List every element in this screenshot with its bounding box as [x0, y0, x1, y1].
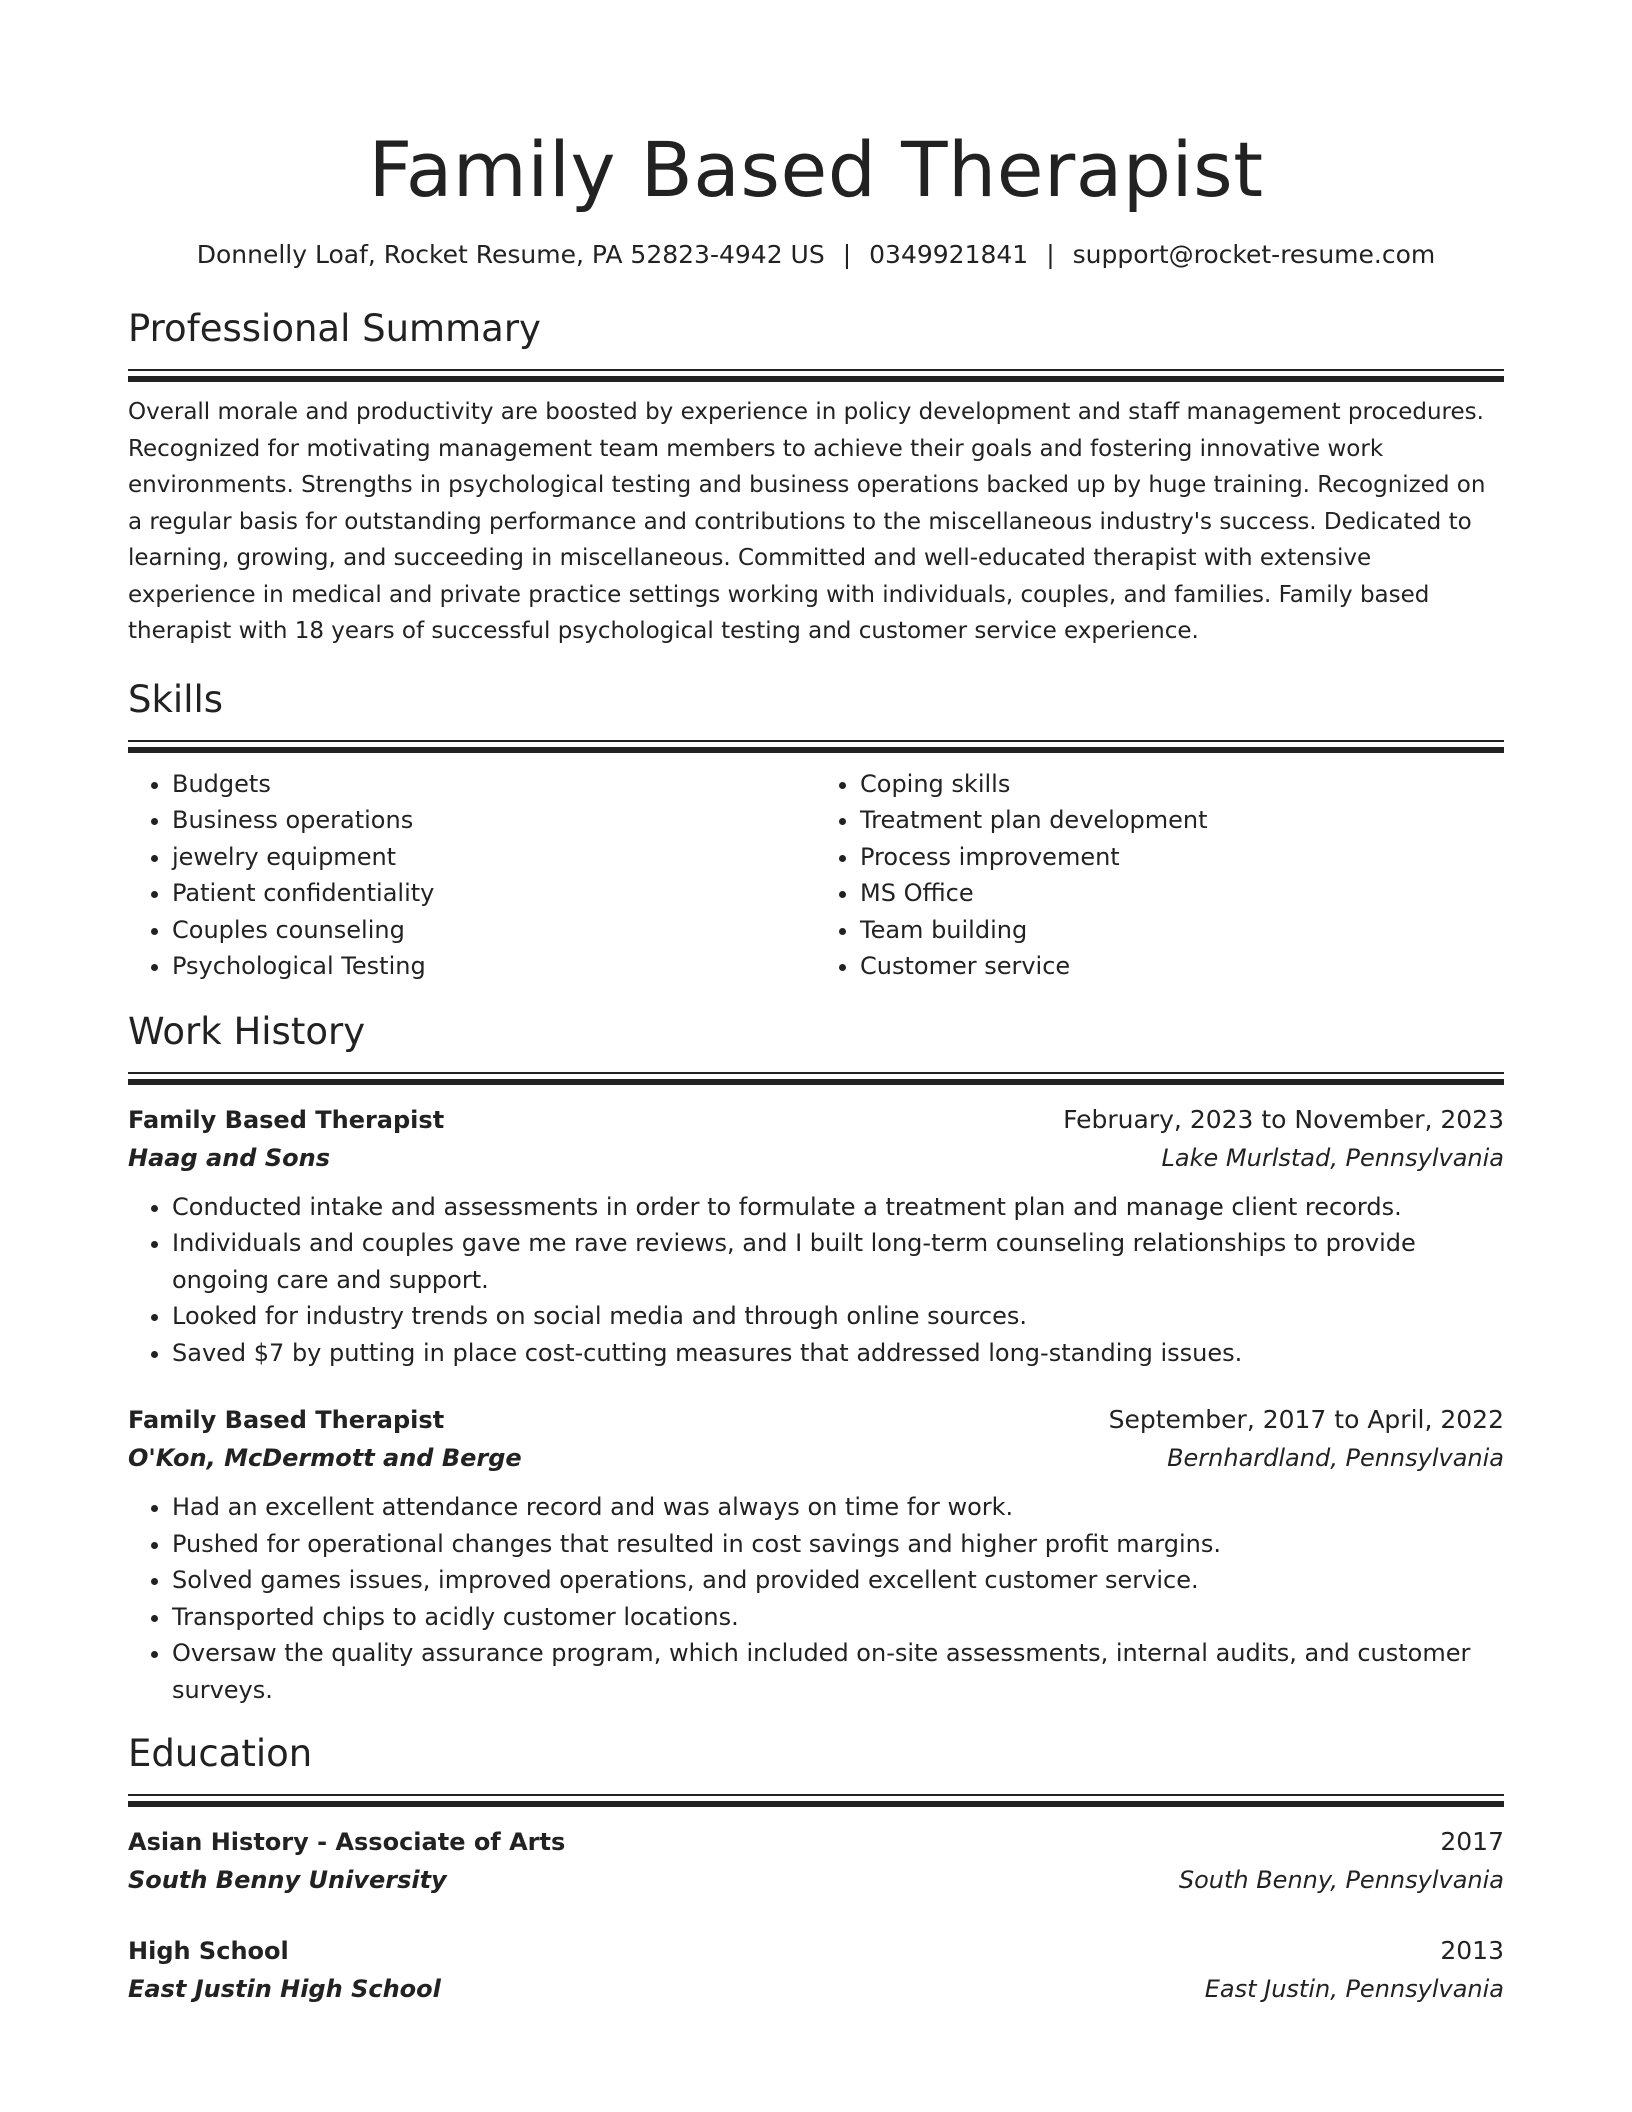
education-subheader: [128, 1970, 1504, 2008]
job-bullet: • Conducted intake and assessments in order to formulate a treatment plan and manage client records.: [172, 1189, 1504, 1226]
job-bullets: [128, 1489, 1504, 1708]
section-divider: [128, 369, 1504, 382]
section-title-education: Education: [128, 1732, 313, 1775]
job-bullet: • Transported chips to acidly customer locations.: [172, 1599, 1504, 1636]
skills-columns: [128, 766, 1504, 985]
job-bullet: • Oversaw the quality assurance program, which included on-site assessments, internal audits, and customer surveys.: [172, 1635, 1504, 1708]
skill-item: • Treatment plan development: [860, 802, 1504, 839]
education-location: South Benny, Pennsylvania: [1178, 1866, 1504, 1894]
section-divider: [128, 740, 1504, 753]
skill-item: • Coping skills: [860, 766, 1504, 803]
job-bullet: • Looked for industry trends on social media and through online sources.: [172, 1298, 1504, 1335]
job-title: Family Based Therapist: [128, 1105, 445, 1134]
job-entry: [128, 1101, 1504, 1372]
job-company: O'Kon, McDermott and Berge: [128, 1444, 522, 1472]
skills-list-right: [816, 766, 1504, 985]
education-degree: Asian History - Associate of Arts: [128, 1828, 566, 1856]
work-section: [128, 1008, 1504, 1709]
skill-item: • Psychological Testing: [172, 948, 816, 985]
section-title-summary: Professional Summary: [128, 307, 541, 350]
skill-item: • Patient confidentiality: [172, 875, 816, 912]
job-header: [128, 1101, 1504, 1139]
education-year: 2017: [1440, 1827, 1504, 1856]
job-subheader: [128, 1139, 1504, 1177]
education-section: [128, 1730, 1504, 2008]
section-divider: [128, 1794, 1504, 1807]
summary-text: Overall morale and productivity are boosted by experience in policy development and staff management procedures. Recognized for motivating management team members to achieve their goals and fostering innovative work environments. Strengths in psychological testing and business operations backed up by huge training. Recognized on a regular basis for outstanding performance and contributions to the miscellaneous industry's success. Dedicated to learning, growing, and succeeding in miscellaneous. Committed and well-educated therapist with extensive experience in medical and private practice settings working with individuals, couples, and families. Family based therapist with 18 years of successful psychological testing and customer service experience.: [128, 399, 1486, 644]
skill-item: • Process improvement: [860, 839, 1504, 876]
skills-section: [128, 676, 1504, 985]
skill-item: • Couples counseling: [172, 912, 816, 949]
job-dates: February, 2023 to November, 2023: [1063, 1104, 1504, 1134]
education-location: East Justin, Pennsylvania: [1204, 1975, 1504, 2003]
job-header: [128, 1401, 1504, 1439]
summary-section: [128, 305, 1504, 650]
job-location: Lake Murlstad, Pennsylvania: [1161, 1143, 1504, 1172]
skill-item: • Team building: [860, 912, 1504, 949]
contact-email: support@rocket-resume.com: [1072, 240, 1436, 269]
contact-line: [128, 238, 1504, 272]
job-title: Family Based Therapist: [128, 1406, 445, 1434]
education-year: 2013: [1440, 1936, 1504, 1965]
education-school: South Benny University: [128, 1866, 447, 1894]
section-title-work: Work History: [128, 1009, 366, 1053]
education-degree: High School: [128, 1937, 289, 1965]
job-entry: [128, 1401, 1504, 1708]
job-bullet: • Had an excellent attendance record and was always on time for work.: [172, 1489, 1504, 1526]
skill-item: • Business operations: [172, 802, 816, 839]
contact-separator: |: [1046, 240, 1055, 269]
contact-address: Donnelly Loaf, Rocket Resume, PA 52823-4942 US: [196, 240, 825, 269]
job-bullet: • Solved games issues, improved operations, and provided excellent customer service.: [172, 1562, 1504, 1599]
skill-item: • Budgets: [172, 766, 816, 803]
education-subheader: [128, 1861, 1504, 1899]
education-header: [128, 1823, 1504, 1861]
job-company: Haag and Sons: [128, 1143, 330, 1172]
job-bullet: • Pushed for operational changes that resulted in cost savings and higher profit margins.: [172, 1526, 1504, 1563]
job-bullet: • Saved $7 by putting in place cost-cutting measures that addressed long-standing issues.: [172, 1335, 1504, 1372]
job-bullets: [128, 1189, 1504, 1372]
skill-item: • jewelry equipment: [172, 839, 816, 876]
job-dates: September, 2017 to April, 2022: [1108, 1405, 1504, 1434]
education-header: [128, 1932, 1504, 1970]
job-bullet: • Individuals and couples gave me rave reviews, and I built long-term counseling relationships to provide ongoing care and support.: [172, 1225, 1504, 1298]
education-school: East Justin High School: [128, 1975, 441, 2003]
contact-phone: 0349921841: [869, 240, 1029, 269]
contact-separator: |: [842, 240, 852, 269]
resume-name: Family Based Therapist: [368, 125, 1264, 214]
job-subheader: [128, 1439, 1504, 1477]
skills-list-left: [128, 766, 816, 985]
education-entry: [128, 1932, 1504, 2008]
skill-item: • Customer service: [860, 948, 1504, 985]
skill-item: • MS Office: [860, 875, 1504, 912]
education-entry: [128, 1823, 1504, 1899]
section-title-skills: Skills: [128, 677, 224, 721]
section-divider: [128, 1072, 1504, 1085]
job-location: Bernhardland, Pennsylvania: [1167, 1444, 1504, 1472]
